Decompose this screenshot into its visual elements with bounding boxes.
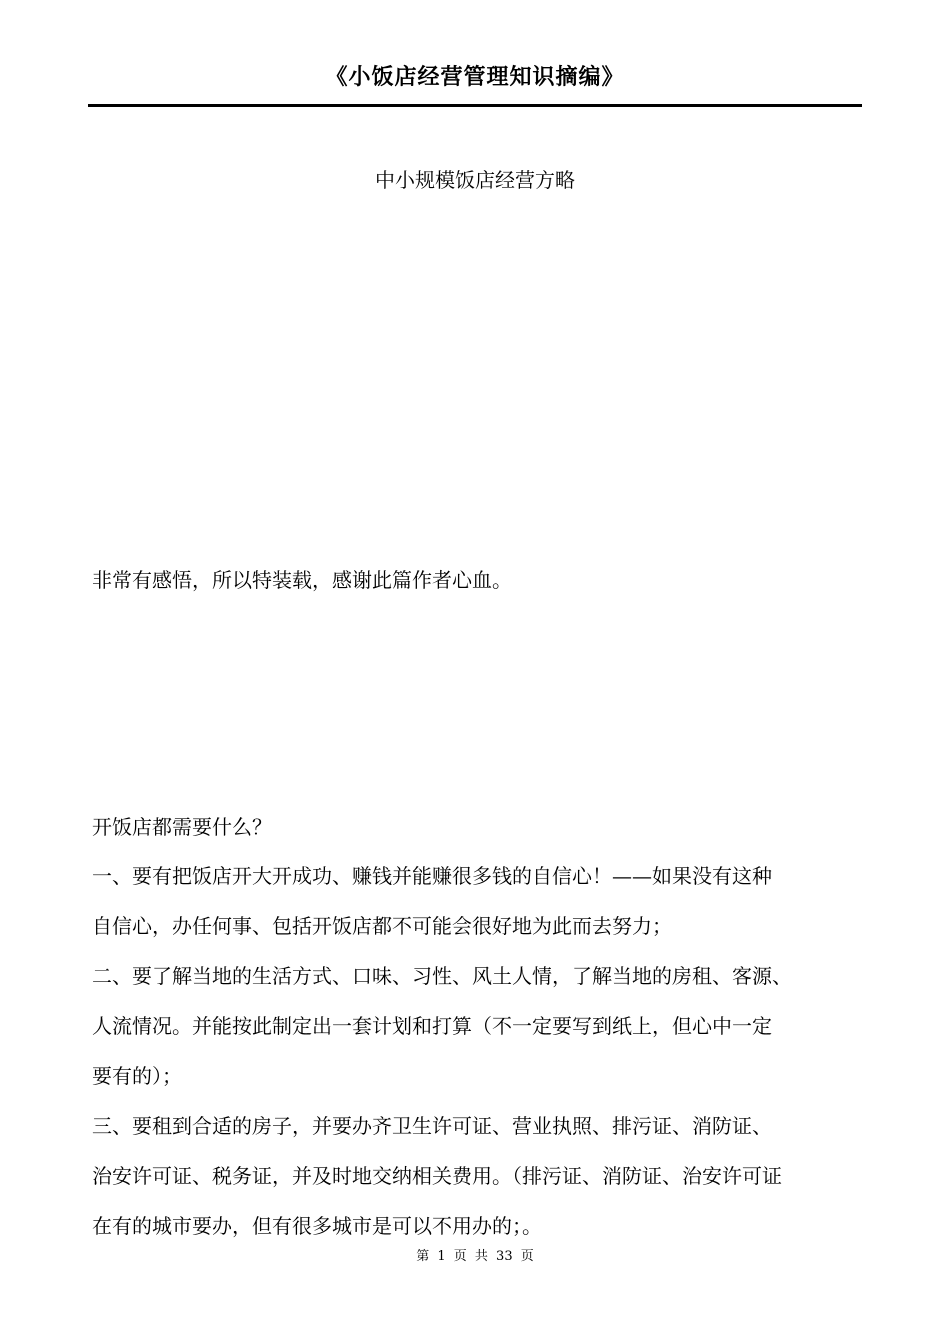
page-number-footer: 第 1 页 共 33 页 <box>416 1249 534 1264</box>
page-header-title: 《小饭店经营管理知识摘编》 <box>325 65 625 90</box>
body-line-5: 要有的）； <box>92 1064 182 1088</box>
body-line-4: 人流情况。并能按此制定出一套计划和打算（不一定要写到纸上，但心中一定 <box>92 1014 772 1038</box>
body-line-7: 治安许可证、税务证，并及时地交纳相关费用。（排污证、消防证、治安许可证 <box>92 1164 782 1188</box>
document-title: 中小规模饭店经营方略 <box>375 168 575 192</box>
body-line-3: 二、要了解当地的生活方式、口味、习性、风土人情，了解当地的房租、客源、 <box>92 964 792 988</box>
body-line-6: 三、要租到合适的房子，并要办齐卫生许可证、营业执照、排污证、消防证、 <box>92 1114 772 1138</box>
intro-paragraph: 非常有感悟，所以特装载，感谢此篇作者心血。 <box>92 568 512 592</box>
body-line-1: 一、要有把饭店开大开成功、赚钱并能赚很多钱的自信心！——如果没有这种 <box>92 864 772 888</box>
section-question: 开饭店都需要什么？ <box>92 815 272 839</box>
body-line-8: 在有的城市要办，但有很多城市是可以不用办的；。 <box>92 1214 542 1238</box>
header-divider <box>88 104 862 107</box>
body-line-2: 自信心，办任何事、包括开饭店都不可能会很好地为此而去努力； <box>92 914 672 938</box>
